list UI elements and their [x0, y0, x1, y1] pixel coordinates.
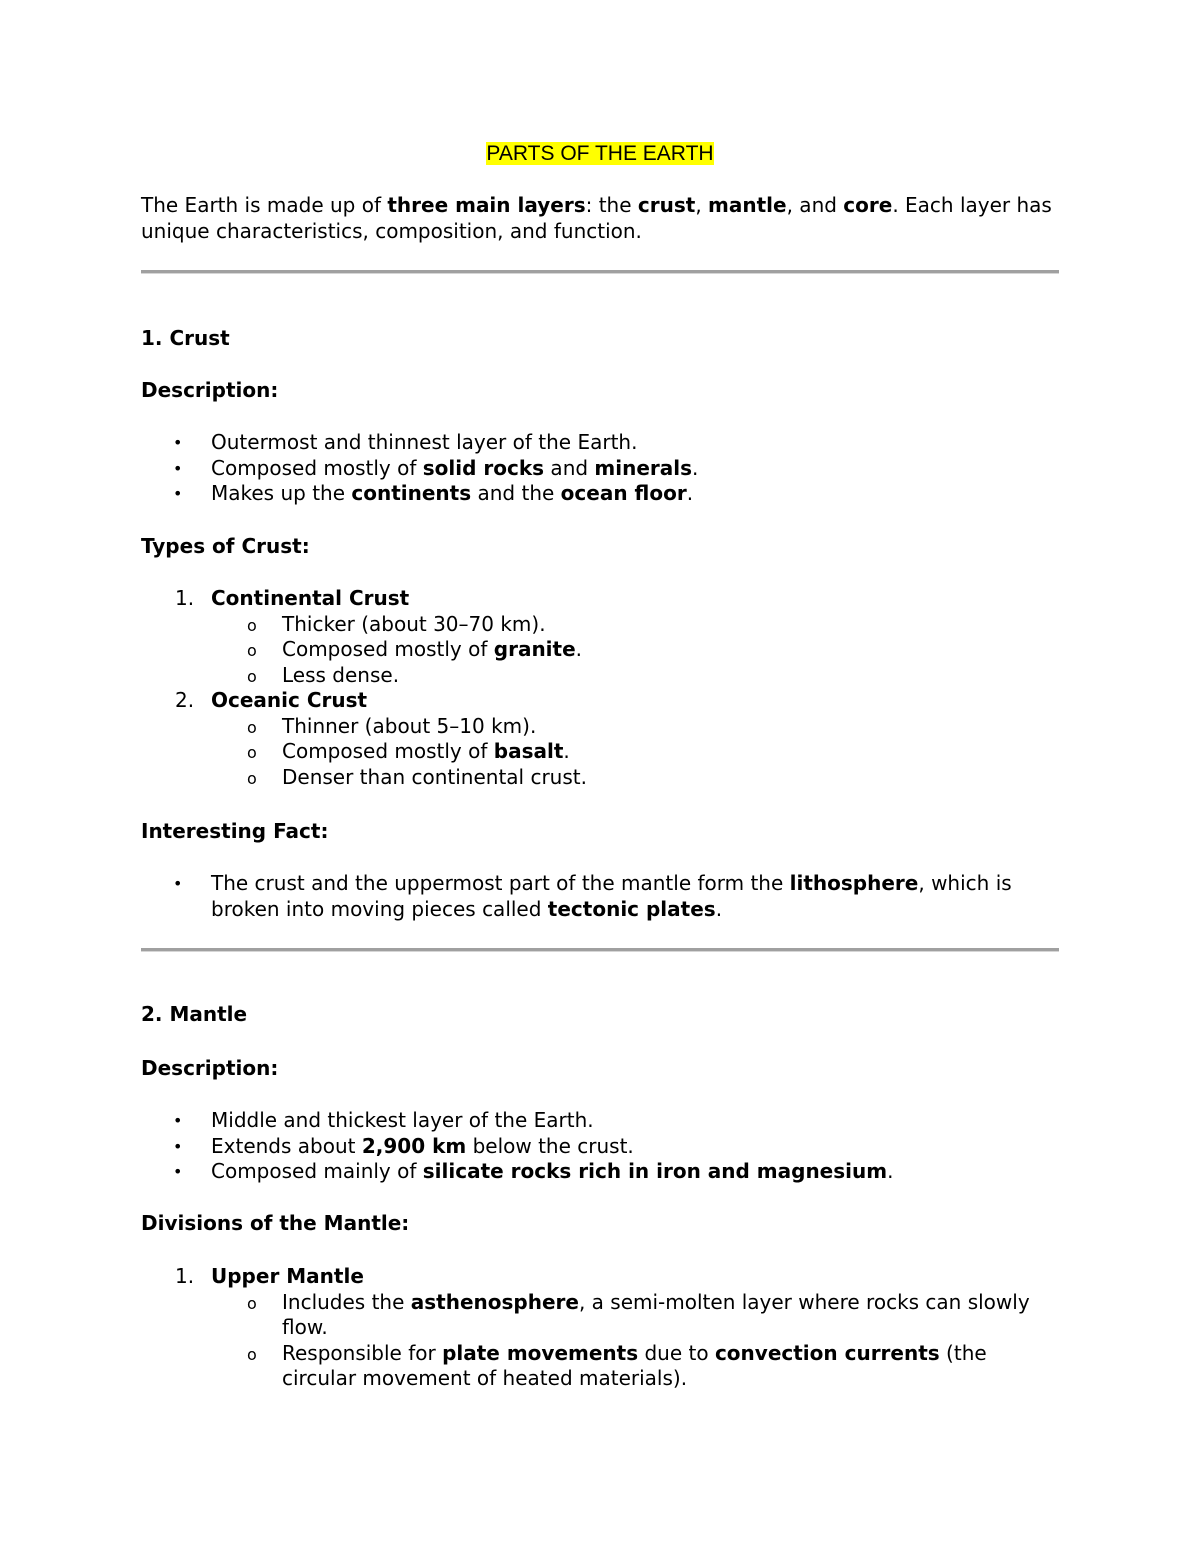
circle-bullet-icon: o — [247, 615, 257, 635]
bullet-icon: • — [173, 1162, 183, 1181]
sub-list-item: o Includes the asthenosphere, a semi-molten layer where rocks can slowly flow. — [247, 1289, 1030, 1339]
sub-list — [141, 612, 1061, 689]
circle-bullet-icon: o — [247, 1293, 257, 1313]
section-heading-mantle: 2. Mantle — [141, 1002, 248, 1026]
crust-description-label: Description: — [141, 378, 279, 402]
sub-list — [141, 714, 1061, 791]
intro-paragraph: The Earth is made up of three main layers: the crust, mantle, and core. Each layer has unique characteristics, composition, and function. — [141, 193, 1052, 243]
sub-list-item: o Composed mostly of basalt. — [141, 739, 1061, 765]
circle-bullet-icon: o — [247, 641, 257, 660]
list-item: • Extends about 2,900 km below the crust. — [173, 1133, 634, 1158]
list-item: 1. Continental Crust — [175, 586, 410, 610]
circle-bullet-icon: o — [247, 717, 257, 737]
mantle-description-label: Description: — [141, 1056, 279, 1080]
sub-list-item: o Denser than continental crust. — [141, 765, 1061, 791]
interesting-fact-list — [141, 871, 1061, 922]
sub-list-item: o Responsible for plate movements due to convection currents (the circular movement of heated materials). — [247, 1340, 987, 1390]
list-item: • Outermost and thinnest layer of the Earth. — [173, 430, 638, 454]
interesting-fact-label: Interesting Fact: — [141, 819, 329, 843]
sub-list-item: o Less dense. — [141, 663, 1061, 689]
list-item: 2. Oceanic Crust — [175, 688, 368, 712]
sub-list — [141, 1290, 1061, 1392]
section-heading-crust: 1. Crust — [141, 326, 230, 350]
list-item: • Composed mostly of solid rocks and minerals. — [173, 455, 699, 480]
bullet-icon: • — [173, 1136, 183, 1156]
crust-description-list — [141, 430, 1061, 507]
bullet-icon: • — [173, 433, 183, 452]
list-item: • Makes up the continents and the ocean floor. — [173, 481, 694, 505]
bullet-icon: • — [173, 874, 183, 893]
bullet-icon: • — [173, 1111, 183, 1130]
mantle-description-list — [141, 1108, 1061, 1185]
document-title: PARTS OF THE EARTH — [486, 142, 714, 165]
list-item: 1. Upper Mantle — [175, 1264, 364, 1288]
list-item: • The crust and the uppermost part of the mantle form the lithosphere, which is broken into moving pieces called tectonic plates. — [173, 871, 1012, 921]
divisions-of-mantle-label: Divisions of the Mantle: — [141, 1211, 410, 1235]
list-item: • Composed mainly of silicate rocks rich in iron and magnesium. — [173, 1159, 894, 1183]
sub-list-item: o Thinner (about 5–10 km). — [141, 714, 1061, 740]
sub-list-item: o Thicker (about 30–70 km). — [141, 612, 1061, 638]
horizontal-rule — [141, 270, 1059, 274]
horizontal-rule — [141, 948, 1059, 952]
bullet-icon: • — [173, 458, 183, 478]
mantle-divisions-list — [141, 1264, 1061, 1392]
sub-list-item: o Composed mostly of granite. — [141, 637, 1061, 663]
circle-bullet-icon: o — [247, 666, 257, 686]
types-of-crust-label: Types of Crust: — [141, 534, 310, 558]
circle-bullet-icon: o — [247, 1344, 257, 1364]
circle-bullet-icon: o — [247, 743, 257, 762]
crust-types-list — [141, 586, 1061, 790]
list-item: • Middle and thickest layer of the Earth. — [173, 1108, 594, 1132]
bullet-icon: • — [173, 484, 183, 503]
circle-bullet-icon: o — [247, 768, 257, 788]
